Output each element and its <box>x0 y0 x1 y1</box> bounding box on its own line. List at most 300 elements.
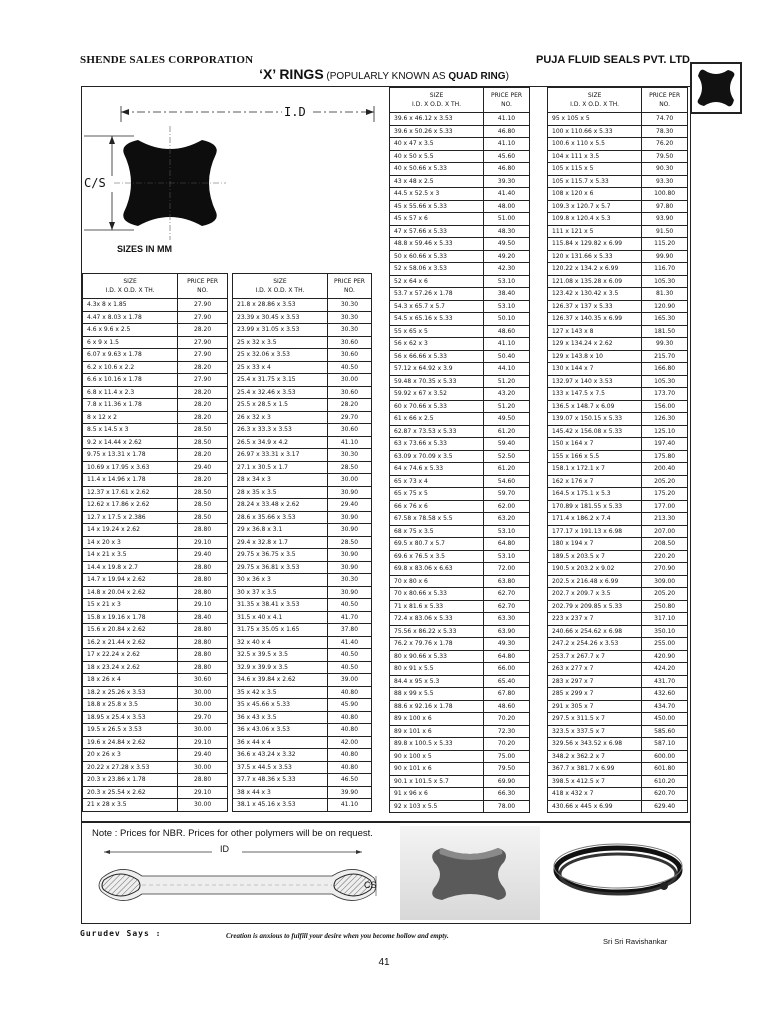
size-cell: 105 x 115.7 x 5.33 <box>548 175 642 188</box>
table-row <box>83 324 228 337</box>
price-cell: 53.10 <box>484 300 530 313</box>
table-row <box>548 775 688 788</box>
price-column-header: PRICE PER NO. <box>327 274 371 299</box>
table-row <box>548 700 688 713</box>
price-cell: 46.50 <box>327 774 371 787</box>
table-row <box>390 425 530 438</box>
table-row <box>390 688 530 701</box>
table-row <box>548 138 688 151</box>
size-cell: 12.37 x 17.61 x 2.62 <box>83 486 178 499</box>
price-cell: 39.30 <box>484 175 530 188</box>
size-cell: 29 x 36.8 x 3.1 <box>233 524 328 537</box>
price-cell: 93.90 <box>642 213 688 226</box>
table-row <box>390 363 530 376</box>
price-cell: 28.20 <box>327 399 371 412</box>
table-row <box>390 113 530 126</box>
table-row <box>83 424 228 437</box>
price-cell: 255.00 <box>642 638 688 651</box>
price-cell: 29.10 <box>178 736 228 749</box>
size-cell: 26.97 x 33.31 x 3.17 <box>233 449 328 462</box>
size-cell: 4.3x 8 x 1.85 <box>83 299 178 312</box>
size-cell: 30 x 37 x 3.5 <box>233 586 328 599</box>
price-cell: 30.30 <box>327 311 371 324</box>
price-cell: 177.00 <box>642 500 688 513</box>
price-cell: 173.70 <box>642 388 688 401</box>
price-cell: 40.50 <box>327 649 371 662</box>
table-row <box>83 436 228 449</box>
table-row <box>83 749 228 762</box>
price-cell: 29.40 <box>178 749 228 762</box>
table-row <box>548 188 688 201</box>
size-cell: 28.6 x 35.66 x 3.53 <box>233 511 328 524</box>
price-cell: 53.10 <box>484 550 530 563</box>
table-row <box>548 538 688 551</box>
table-row <box>83 549 228 562</box>
table-row <box>390 475 530 488</box>
table-row <box>233 374 372 387</box>
size-cell: 189.5 x 203.5 x 7 <box>548 550 642 563</box>
table-row <box>233 336 372 349</box>
size-cell: 36 x 44 x 4 <box>233 736 328 749</box>
price-cell: 59.40 <box>484 438 530 451</box>
table-row <box>390 375 530 388</box>
size-cell: 285 x 299 x 7 <box>548 688 642 701</box>
table-row <box>83 574 228 587</box>
table-row <box>233 436 372 449</box>
table-row <box>548 513 688 526</box>
title-paren-close: ) <box>505 71 509 82</box>
price-cell: 28.20 <box>178 411 228 424</box>
table-row <box>390 325 530 338</box>
price-cell: 50.10 <box>484 313 530 326</box>
size-cell: 17 x 22.24 x 2.62 <box>83 649 178 662</box>
size-cell: 36 x 43.06 x 3.53 <box>233 724 328 737</box>
size-cell: 100 x 110.66 x 5.33 <box>548 125 642 138</box>
size-cell: 126.37 x 140.35 x 6.99 <box>548 313 642 326</box>
size-cell: 4.6 x 9.6 x 2.5 <box>83 324 178 337</box>
size-cell: 121.08 x 135.28 x 6.09 <box>548 275 642 288</box>
price-cell: 45.60 <box>484 150 530 163</box>
size-cell: 72.4 x 83.06 x 5.33 <box>390 613 484 626</box>
price-cell: 28.20 <box>178 474 228 487</box>
price-cell: 205.20 <box>642 588 688 601</box>
price-cell: 420.90 <box>642 650 688 663</box>
size-cell: 28 x 35 x 3.5 <box>233 486 328 499</box>
price-cell: 28.50 <box>327 536 371 549</box>
price-cell: 48.00 <box>484 200 530 213</box>
size-cell: 25 x 32.06 x 3.53 <box>233 349 328 362</box>
size-cell: 54.3 x 65.7 x 5.7 <box>390 300 484 313</box>
table-row <box>83 674 228 687</box>
price-cell: 350.10 <box>642 625 688 638</box>
size-cell: 76.2 x 79.76 x 1.78 <box>390 638 484 651</box>
size-cell: 32 x 40 x 4 <box>233 636 328 649</box>
price-cell: 30.30 <box>327 299 371 312</box>
price-cell: 49.50 <box>484 238 530 251</box>
table-row <box>233 399 372 412</box>
size-cell: 120 x 131.66 x 5.33 <box>548 250 642 263</box>
price-cell: 175.80 <box>642 450 688 463</box>
table-row <box>548 425 688 438</box>
price-cell: 90.30 <box>642 163 688 176</box>
price-cell: 40.80 <box>327 749 371 762</box>
size-cell: 108 x 120 x 6 <box>548 188 642 201</box>
table-row <box>390 150 530 163</box>
price-cell: 72.00 <box>484 563 530 576</box>
size-cell: 37.7 x 48.36 x 5.33 <box>233 774 328 787</box>
price-cell: 30.00 <box>327 374 371 387</box>
size-cell: 164.5 x 175.1 x 5.3 <box>548 488 642 501</box>
price-cell: 50.40 <box>484 350 530 363</box>
table-row <box>548 588 688 601</box>
price-cell: 43.20 <box>484 388 530 401</box>
size-cell: 20.22 x 27.28 x 3.53 <box>83 761 178 774</box>
price-cell: 41.10 <box>327 799 371 812</box>
price-cell: 49.20 <box>484 250 530 263</box>
size-cell: 52 x 58.06 x 3.53 <box>390 263 484 276</box>
table-row <box>233 749 372 762</box>
size-cell: 29.4 x 32.8 x 1.7 <box>233 536 328 549</box>
price-cell: 207.00 <box>642 525 688 538</box>
size-cell: 69.8 x 83.06 x 6.63 <box>390 563 484 576</box>
price-cell: 46.80 <box>484 125 530 138</box>
price-cell: 28.50 <box>178 436 228 449</box>
cs-dimension-label: C/S <box>84 176 106 190</box>
price-cell: 28.80 <box>178 561 228 574</box>
x-ring-3d-image <box>400 826 540 920</box>
table-header-row <box>233 274 372 299</box>
size-cell: 104 x 111 x 3.5 <box>548 150 642 163</box>
table-row <box>548 725 688 738</box>
table-row <box>548 663 688 676</box>
page-title <box>0 66 768 82</box>
price-cell: 166.80 <box>642 363 688 376</box>
table-row <box>548 150 688 163</box>
size-cell: 223 x 237 x 7 <box>548 613 642 626</box>
size-cell: 18.95 x 25.4 x 3.53 <box>83 711 178 724</box>
table-row <box>83 611 228 624</box>
size-cell: 253.7 x 267.7 x 7 <box>548 650 642 663</box>
table-row <box>233 424 372 437</box>
size-cell: 398.5 x 412.5 x 7 <box>548 775 642 788</box>
price-cell: 48.60 <box>484 325 530 338</box>
table-row <box>83 561 228 574</box>
size-cell: 323.5 x 337.5 x 7 <box>548 725 642 738</box>
size-cell: 80 x 91 x 5.5 <box>390 663 484 676</box>
size-cell: 20.3 x 25.54 x 2.62 <box>83 786 178 799</box>
size-cell: 56 x 62 x 3 <box>390 338 484 351</box>
price-cell: 30.60 <box>327 424 371 437</box>
table-row <box>390 538 530 551</box>
size-cell: 9.75 x 13.31 x 1.78 <box>83 449 178 462</box>
price-cell: 587.10 <box>642 738 688 751</box>
price-cell: 100.80 <box>642 188 688 201</box>
price-cell: 30.90 <box>327 586 371 599</box>
size-cell: 60 x 70.66 x 5.33 <box>390 400 484 413</box>
table-row <box>548 488 688 501</box>
price-cell: 30.30 <box>327 574 371 587</box>
price-cell: 40.80 <box>327 686 371 699</box>
size-cell: 90.1 x 101.5 x 5.7 <box>390 775 484 788</box>
table-row <box>390 225 530 238</box>
price-cell: 40.80 <box>327 761 371 774</box>
size-cell: 90 x 100 x 5 <box>390 750 484 763</box>
table-row <box>233 674 372 687</box>
size-cell: 91 x 96 x 6 <box>390 788 484 801</box>
size-cell: 39.6 x 46.12 x 3.53 <box>390 113 484 126</box>
table-row <box>548 213 688 226</box>
table-row <box>233 349 372 362</box>
price-cell: 66.00 <box>484 663 530 676</box>
table-row <box>233 724 372 737</box>
table-row <box>233 636 372 649</box>
size-cell: 40 x 47 x 3.5 <box>390 138 484 151</box>
table-row <box>390 300 530 313</box>
size-cell: 19.6 x 24.84 x 2.62 <box>83 736 178 749</box>
size-cell: 32.9 x 39.9 x 3.5 <box>233 661 328 674</box>
size-cell: 430.66 x 445 x 6.99 <box>548 800 642 813</box>
price-cell: 28.80 <box>178 586 228 599</box>
price-cell: 28.80 <box>178 624 228 637</box>
size-cell: 12.62 x 17.86 x 2.62 <box>83 499 178 512</box>
size-cell: 10.69 x 17.95 x 3.63 <box>83 461 178 474</box>
price-cell: 75.00 <box>484 750 530 763</box>
table-header-row <box>390 88 530 113</box>
table-row <box>83 374 228 387</box>
table-row <box>548 350 688 363</box>
table-row <box>233 486 372 499</box>
price-cell: 181.50 <box>642 325 688 338</box>
price-cell: 28.20 <box>178 324 228 337</box>
table-row <box>548 400 688 413</box>
size-cell: 162 x 176 x 7 <box>548 475 642 488</box>
size-cell: 11.4 x 14.96 x 1.78 <box>83 474 178 487</box>
price-cell: 28.20 <box>178 361 228 374</box>
table-row <box>233 586 372 599</box>
size-cell: 263 x 277 x 7 <box>548 663 642 676</box>
table-row <box>83 386 228 399</box>
table-row <box>233 449 372 462</box>
size-cell: 25.4 x 32.46 x 3.53 <box>233 386 328 399</box>
price-cell: 40.80 <box>327 724 371 737</box>
table-row <box>390 675 530 688</box>
table-row <box>548 413 688 426</box>
size-cell: 70 x 80.66 x 5.33 <box>390 588 484 601</box>
table-row <box>83 399 228 412</box>
size-cell: 26.5 x 34.9 x 4.2 <box>233 436 328 449</box>
size-price-table-3 <box>389 87 530 813</box>
table-row <box>233 561 372 574</box>
price-cell: 63.20 <box>484 513 530 526</box>
size-cell: 54.5 x 65.16 x 5.33 <box>390 313 484 326</box>
size-cell: 26 x 32 x 3 <box>233 411 328 424</box>
price-cell: 28.50 <box>178 499 228 512</box>
quad-ring-logo-icon <box>690 62 742 114</box>
price-cell: 27.90 <box>178 336 228 349</box>
size-cell: 240.66 x 254.62 x 6.98 <box>548 625 642 638</box>
table-row <box>548 788 688 801</box>
price-cell: 30.00 <box>178 724 228 737</box>
size-cell: 170.89 x 181.55 x 5.33 <box>548 500 642 513</box>
table-row <box>548 800 688 813</box>
price-cell: 63.30 <box>484 613 530 626</box>
size-cell: 48.8 x 59.46 x 5.33 <box>390 238 484 251</box>
size-cell: 31.35 x 38.41 x 3.53 <box>233 599 328 612</box>
size-cell: 20 x 26 x 3 <box>83 749 178 762</box>
table-row <box>390 288 530 301</box>
price-cell: 52.50 <box>484 450 530 463</box>
table-row <box>548 200 688 213</box>
table-row <box>390 600 530 613</box>
table-row <box>390 638 530 651</box>
table-row <box>233 599 372 612</box>
table-row <box>83 774 228 787</box>
size-cell: 4.47 x 8.03 x 1.78 <box>83 311 178 324</box>
table-row <box>233 524 372 537</box>
price-cell: 64.80 <box>484 650 530 663</box>
price-cell: 29.70 <box>178 711 228 724</box>
table-row <box>390 575 530 588</box>
table-row <box>83 524 228 537</box>
table-row <box>83 786 228 799</box>
price-cell: 42.30 <box>484 263 530 276</box>
size-cell: 68 x 75 x 3.5 <box>390 525 484 538</box>
table-row <box>548 113 688 126</box>
price-cell: 27.90 <box>178 349 228 362</box>
price-cell: 629.40 <box>642 800 688 813</box>
size-cell: 89 x 100 x 6 <box>390 713 484 726</box>
price-note: Note : Prices for NBR. Prices for other polymers will be on request. <box>92 828 373 839</box>
size-cell: 23.39 x 30.45 x 3.53 <box>233 311 328 324</box>
price-cell: 27.90 <box>178 299 228 312</box>
price-cell: 70.20 <box>484 738 530 751</box>
price-cell: 30.60 <box>178 674 228 687</box>
size-cell: 36 x 43 x 3.5 <box>233 711 328 724</box>
price-cell: 30.00 <box>178 686 228 699</box>
table-row <box>83 486 228 499</box>
price-cell: 93.30 <box>642 175 688 188</box>
price-cell: 29.40 <box>178 549 228 562</box>
table-row <box>548 388 688 401</box>
size-cell: 6.07 x 9.63 x 1.78 <box>83 349 178 362</box>
ring-photo-image <box>548 834 686 910</box>
size-cell: 123.42 x 130.42 x 3.5 <box>548 288 642 301</box>
price-column-header: PRICE PER NO. <box>484 88 530 113</box>
price-cell: 270.90 <box>642 563 688 576</box>
size-cell: 247.2 x 254.26 x 3.53 <box>548 638 642 651</box>
price-cell: 51.00 <box>484 213 530 226</box>
table-row <box>548 750 688 763</box>
size-cell: 418 x 432 x 7 <box>548 788 642 801</box>
price-cell: 30.60 <box>327 349 371 362</box>
size-cell: 92 x 103 x 5.5 <box>390 800 484 813</box>
price-cell: 99.90 <box>642 250 688 263</box>
id-dimension-label: I.D <box>284 105 306 119</box>
table-row <box>390 563 530 576</box>
size-cell: 88 x 99 x 5.5 <box>390 688 484 701</box>
table-row <box>390 338 530 351</box>
size-cell: 16.2 x 21.44 x 2.62 <box>83 636 178 649</box>
price-cell: 432.60 <box>642 688 688 701</box>
table-row <box>83 699 228 712</box>
size-cell: 65 x 73 x 4 <box>390 475 484 488</box>
size-cell: 127 x 143 x 8 <box>548 325 642 338</box>
table-row <box>548 575 688 588</box>
size-cell: 348.2 x 362.2 x 7 <box>548 750 642 763</box>
price-cell: 40.50 <box>327 361 371 374</box>
price-cell: 197.40 <box>642 438 688 451</box>
table-row <box>548 288 688 301</box>
title-paren-open: (POPULARLY KNOWN AS <box>323 71 449 82</box>
table-row <box>390 450 530 463</box>
price-cell: 39.00 <box>327 674 371 687</box>
price-cell: 29.10 <box>178 536 228 549</box>
price-cell: 49.50 <box>484 413 530 426</box>
price-cell: 78.00 <box>484 800 530 813</box>
price-cell: 53.10 <box>484 525 530 538</box>
table-row <box>548 175 688 188</box>
price-cell: 28.80 <box>178 649 228 662</box>
company-right: PUJA FLUID SEALS PVT. LTD <box>535 54 690 66</box>
price-cell: 63.90 <box>484 625 530 638</box>
price-cell: 41.70 <box>327 611 371 624</box>
table-row <box>83 349 228 362</box>
diagram-cs-label: CS <box>364 880 377 890</box>
table-row <box>83 724 228 737</box>
table-row <box>83 336 228 349</box>
size-cell: 6.6 x 10.16 x 1.78 <box>83 374 178 387</box>
quote-author: Sri Sri Ravishankar <box>603 937 668 946</box>
table-row <box>390 275 530 288</box>
price-cell: 29.40 <box>327 499 371 512</box>
price-cell: 40.50 <box>327 599 371 612</box>
table-row <box>548 613 688 626</box>
size-price-table-2 <box>232 273 372 812</box>
price-cell: 49.30 <box>484 638 530 651</box>
size-cell: 55 x 65 x 5 <box>390 325 484 338</box>
size-cell: 53.7 x 57.26 x 1.78 <box>390 288 484 301</box>
size-cell: 15.6 x 20.84 x 2.62 <box>83 624 178 637</box>
price-cell: 38.40 <box>484 288 530 301</box>
price-cell: 200.40 <box>642 463 688 476</box>
size-cell: 120.22 x 134.2 x 6.99 <box>548 263 642 276</box>
table-row <box>233 574 372 587</box>
price-column-header: PRICE PER NO. <box>642 88 688 113</box>
price-cell: 28.20 <box>178 386 228 399</box>
size-column-header: SIZE I.D. X O.D. X TH. <box>233 274 328 299</box>
table-row <box>548 338 688 351</box>
size-cell: 130 x 144 x 7 <box>548 363 642 376</box>
table-row <box>390 400 530 413</box>
table-row <box>83 299 228 312</box>
size-cell: 136.5 x 148.7 x 6.09 <box>548 400 642 413</box>
price-cell: 30.30 <box>327 324 371 337</box>
table-row <box>390 163 530 176</box>
price-cell: 62.70 <box>484 600 530 613</box>
size-cell: 70 x 80 x 6 <box>390 575 484 588</box>
table-row <box>233 511 372 524</box>
price-cell: 215.70 <box>642 350 688 363</box>
size-cell: 61 x 66 x 2.5 <box>390 413 484 426</box>
table-row <box>83 474 228 487</box>
size-cell: 202.7 x 209.7 x 3.5 <box>548 588 642 601</box>
size-cell: 291 x 305 x 7 <box>548 700 642 713</box>
table-row <box>83 586 228 599</box>
price-cell: 81.30 <box>642 288 688 301</box>
table-row <box>390 800 530 813</box>
price-cell: 601.80 <box>642 763 688 776</box>
table-row <box>548 363 688 376</box>
